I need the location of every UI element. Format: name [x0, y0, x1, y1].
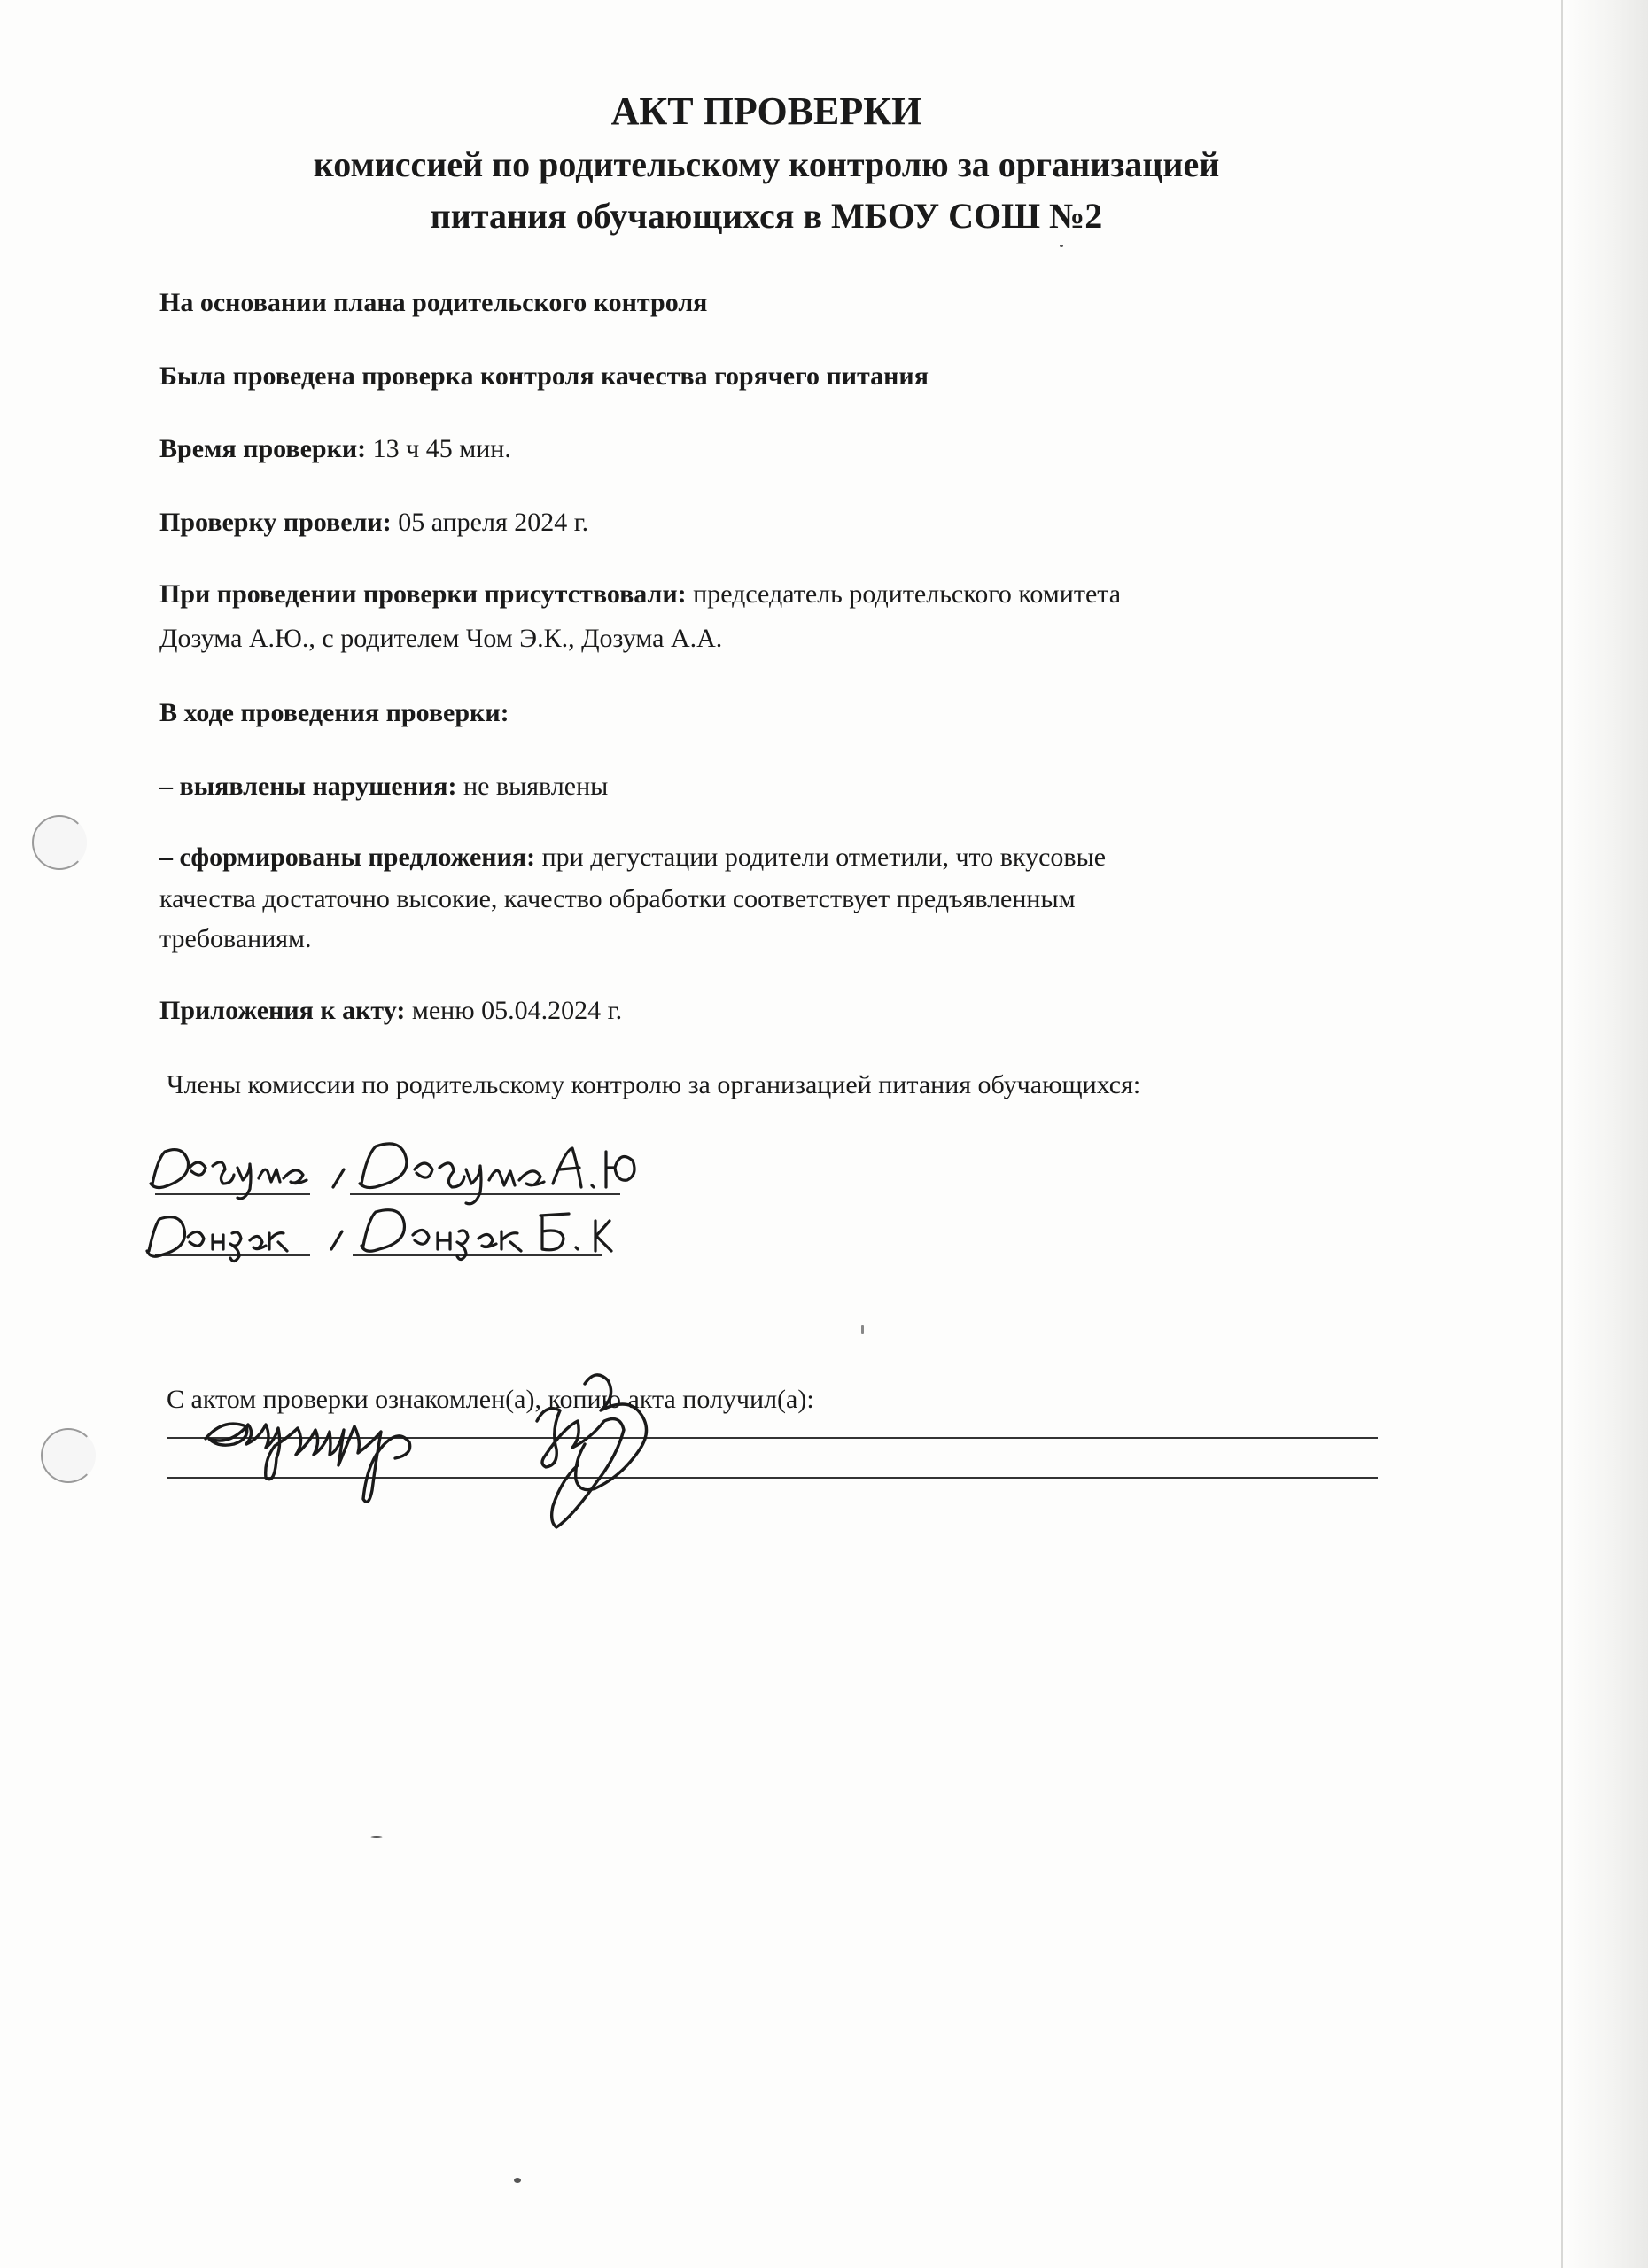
- document-subtitle-line-2: питания обучающихся в МБОУ СОШ №2: [430, 196, 1103, 236]
- punch-hole-icon: [41, 1428, 96, 1483]
- document-subtitle-line-1: комиссией по родительскому контролю за организацией: [313, 144, 1220, 184]
- violations-line: [159, 773, 608, 800]
- present-line-2: Дозума А.Ю., с родителем Чом Э.К., Дозума А.А.: [159, 624, 723, 653]
- attachments-line: [159, 998, 622, 1024]
- proposals-line-2: качества достаточно высокие, качество обработки соответствует предъявленным: [159, 884, 1076, 913]
- check-date-label: Проверку провели:: [159, 508, 392, 537]
- document-title: АКТ ПРОВЕРКИ: [610, 89, 922, 133]
- check-time-label: Время проверки:: [159, 434, 367, 463]
- basis-line: На основании плана родительского контроля: [159, 288, 708, 317]
- check-date-value: 05 апреля 2024 г.: [398, 508, 589, 537]
- attachments-value: меню 05.04.2024 г.: [411, 996, 623, 1025]
- scan-speck: [1060, 245, 1063, 247]
- proposals-line-1: [159, 844, 1106, 871]
- acknowledgement-line: С актом проверки ознакомлен(а), копию акта получил(а):: [167, 1385, 814, 1414]
- members-heading: Члены комиссии по родительскому контролю за организацией питания обучающихся:: [167, 1070, 1141, 1099]
- check-done-line: Была проведена проверка контроля качества горячего питания: [159, 361, 929, 391]
- check-time-value: 13 ч 45 мин.: [372, 434, 511, 463]
- scan-speck: [861, 1325, 864, 1334]
- signature-row-2: [147, 1210, 611, 1262]
- check-time-line: [159, 436, 511, 462]
- scan-speck: [370, 1836, 383, 1838]
- proposals-line-3: требованиям.: [159, 924, 312, 953]
- violations-label: – выявлены нарушения:: [159, 772, 457, 801]
- proposals-label: – сформированы предложения:: [159, 843, 536, 872]
- punch-hole-icon: [32, 815, 87, 870]
- present-value-1: председатель родительского комитета: [693, 579, 1122, 609]
- during-heading: В ходе проведения проверки:: [159, 698, 509, 727]
- scan-speck: [514, 2178, 521, 2183]
- signature-row-1: [151, 1144, 634, 1204]
- scan-edge-shadow: [1566, 0, 1648, 2268]
- present-line-1: [159, 581, 1121, 608]
- present-label: При проведении проверки присутствовали:: [159, 579, 687, 609]
- check-date-line: [159, 509, 588, 536]
- proposals-value-1: при дегустации родители отметили, что вкусовые: [541, 843, 1107, 872]
- attachments-label: Приложения к акту:: [159, 996, 406, 1025]
- violations-value: не выявлены: [463, 772, 609, 801]
- scan-edge-line: [1561, 0, 1563, 2268]
